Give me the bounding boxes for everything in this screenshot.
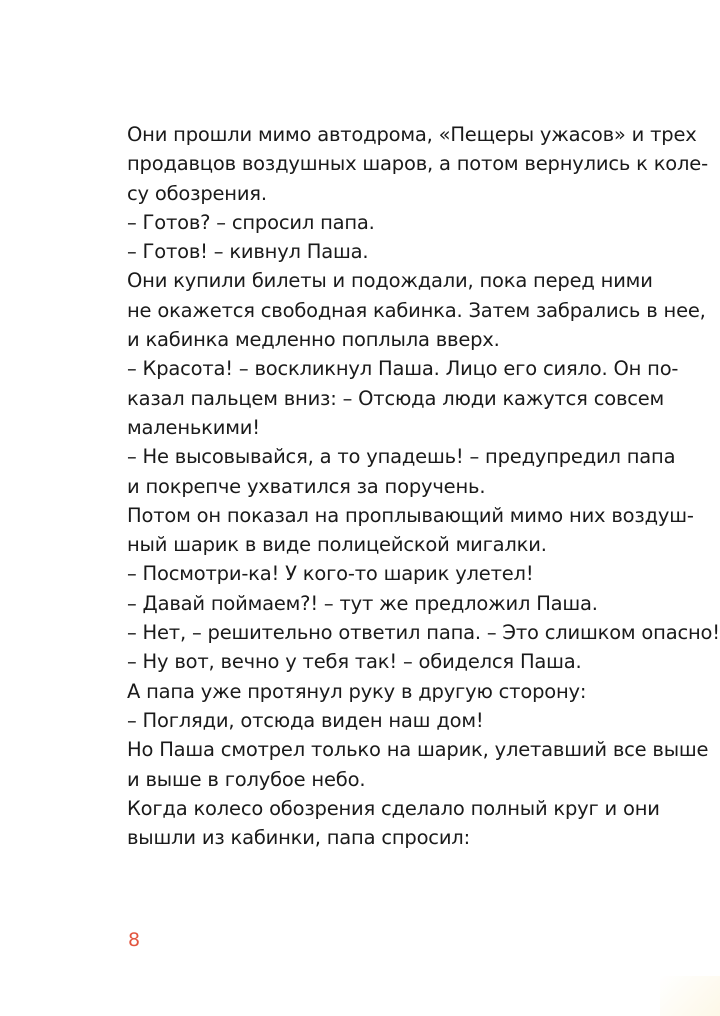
text-line: – Посмотри-ка! У кого-то шарик улетел! bbox=[127, 562, 534, 586]
text-line: Они купили билеты и подождали, пока перед ними bbox=[127, 269, 653, 293]
text-line: – Нет, – решительно ответил папа. – Это слишком опасно! bbox=[127, 621, 720, 645]
text-line: – Готов? – спросил папа. bbox=[127, 210, 375, 234]
text-line: Когда колесо обозрения сделало полный круг и они bbox=[127, 796, 660, 820]
page-number: 8 bbox=[128, 929, 141, 951]
text-line: Они прошли мимо автодрома, «Пещеры ужасов» и трех bbox=[127, 123, 697, 146]
text-line: вышли из кабинки, папа спросил: bbox=[127, 826, 470, 850]
text-line: – Ну вот, вечно у тебя так! – обиделся Паша. bbox=[127, 650, 582, 674]
text-line: Потом он показал на проплывающий мимо них воздуш- bbox=[127, 503, 694, 527]
text-line: су обозрения. bbox=[127, 181, 267, 205]
text-line: – Не высовывайся, а то упадешь! – предупредил папа bbox=[127, 445, 676, 469]
text-line: и покрепче ухватился за поручень. bbox=[127, 474, 486, 498]
text-line: – Красота! – воскликнул Паша. Лицо его сияло. Он по- bbox=[127, 357, 679, 381]
text-line: продавцов воздушных шаров, а потом вернулись к коле- bbox=[127, 152, 708, 176]
text-line: А папа уже протянул руку в другую сторону: bbox=[127, 679, 587, 703]
paper-corner-tint bbox=[660, 976, 720, 1016]
text-line: и кабинка медленно поплыла вверх. bbox=[127, 328, 500, 352]
text-line: казал пальцем вниз: – Отсюда люди кажутся совсем bbox=[127, 386, 665, 410]
text-line: не окажется свободная кабинка. Затем забрались в нее, bbox=[127, 298, 706, 322]
text-line: и выше в голубое небо. bbox=[127, 767, 366, 791]
text-line: – Давай поймаем?! – тут же предложил Паша. bbox=[127, 591, 598, 615]
text-line: ный шарик в виде полицейской мигалки. bbox=[127, 533, 547, 557]
text-line: Но Паша смотрел только на шарик, улетавший все выше bbox=[127, 738, 709, 762]
text-line: – Погляди, отсюда виден наш дом! bbox=[127, 708, 484, 732]
body-text bbox=[127, 120, 720, 852]
text-line: маленькими! bbox=[127, 415, 260, 439]
text-line: – Готов! – кивнул Паша. bbox=[127, 240, 369, 264]
